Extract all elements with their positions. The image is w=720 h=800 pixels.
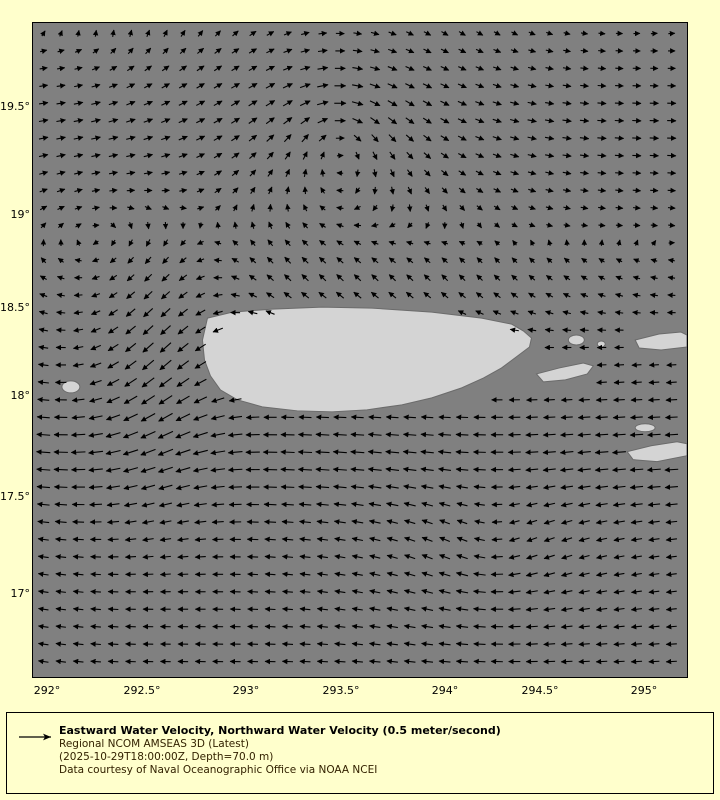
- y-tick-19.5: 19.5°: [0, 100, 30, 113]
- x-tick-294.5: 294.5°: [521, 684, 559, 697]
- legend-source-line: Regional NCOM AMSEAS 3D (Latest): [59, 738, 249, 750]
- legend-text-block: [59, 724, 699, 777]
- y-tick-18: 18°: [10, 389, 30, 402]
- x-tick-295: 295°: [630, 684, 658, 697]
- y-tick-17.5: 17.5°: [0, 490, 30, 503]
- legend-time-depth-line: (2025-10-29T18:00:00Z, Depth=70.0 m): [59, 751, 274, 763]
- velocity-vector-field: [33, 23, 687, 677]
- legend-panel: [6, 712, 714, 794]
- x-tick-293: 293°: [232, 684, 260, 697]
- y-tick-17: 17°: [10, 587, 30, 600]
- legend-title: Eastward Water Velocity, Northward Water Velocity (0.5 meter/second): [59, 724, 501, 737]
- legend-courtesy-line: Data courtesy of Naval Oceanographic Office via NOAA NCEI: [59, 764, 378, 776]
- x-tick-294: 294°: [431, 684, 459, 697]
- map-plot-area[interactable]: [32, 22, 688, 678]
- x-tick-293.5: 293.5°: [322, 684, 360, 697]
- vector-arrow-icon: [17, 731, 57, 743]
- x-tick-292.5: 292.5°: [123, 684, 161, 697]
- y-tick-18.5: 18.5°: [0, 301, 30, 314]
- y-tick-19: 19°: [10, 208, 30, 221]
- x-tick-292: 292°: [33, 684, 61, 697]
